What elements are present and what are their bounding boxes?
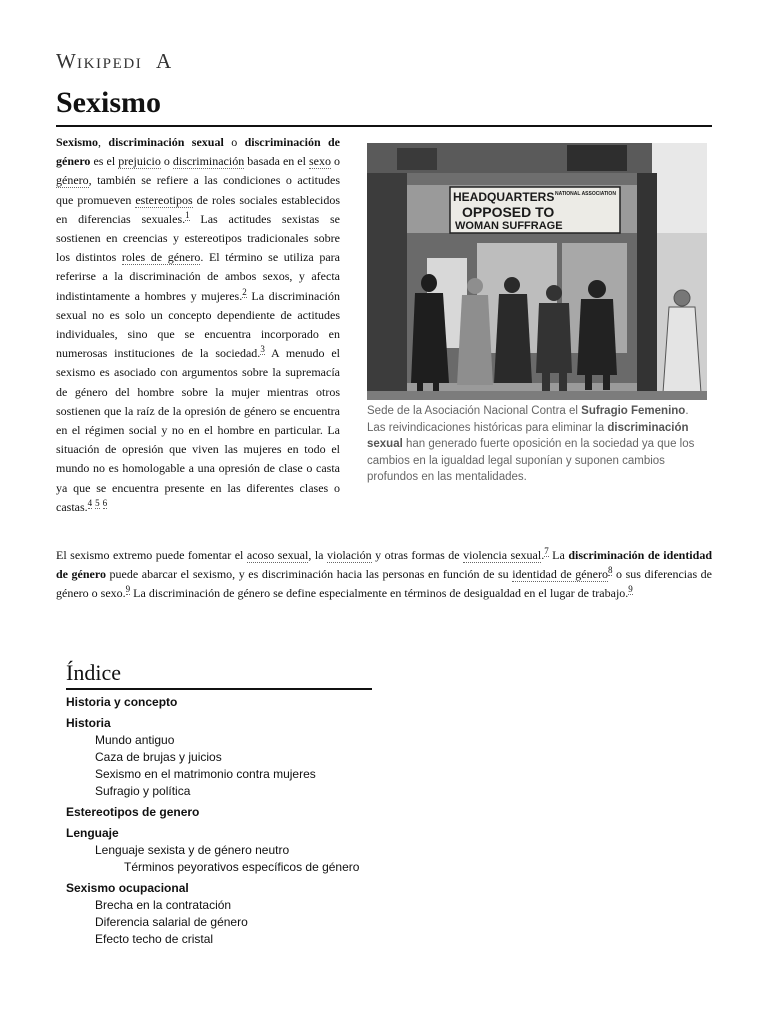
reference-7[interactable]: 7 <box>544 546 549 556</box>
second-paragraph <box>56 546 712 604</box>
text: . El término se utiliza para referirse a la discriminación de ambos sexos, y afecta indistintamente a hombres y mujeres. <box>56 250 340 303</box>
text: puede abarcar el sexismo, y es discriminación hacia las personas en función de su <box>106 567 513 582</box>
toc-item[interactable]: Lenguaje <box>66 826 119 840</box>
reference-1[interactable]: 1 <box>185 209 190 220</box>
text: Las actitudes sexistas se sostienen en creencias y estereotipos tradicionales sobre los distintos <box>56 211 340 265</box>
text: Sede de la Asociación Nacional Contra el <box>367 405 582 417</box>
toc-subitem[interactable]: Mundo antiguo <box>95 733 175 747</box>
text: y otras formas de <box>371 548 464 562</box>
reference-2[interactable]: 2 <box>242 286 247 297</box>
link-identidad-de-genero[interactable]: identidad de género <box>512 567 608 582</box>
toc-item[interactable]: Sexismo ocupacional <box>66 881 189 895</box>
sign-line-3: WOMAN SUFFRAGE <box>455 220 563 232</box>
wikipedia-wordmark <box>56 49 171 79</box>
title-divider <box>56 125 712 127</box>
text: La <box>548 548 569 562</box>
text: o sus diferencias de género o sexo. <box>56 567 712 601</box>
toc-subitem[interactable]: Sexismo en el matrimonio contra mujeres <box>95 767 316 781</box>
reference-6[interactable]: 6 <box>102 497 108 508</box>
toc-list <box>66 694 372 948</box>
term-discriminacion-genero: discriminación de género <box>56 135 341 169</box>
toc-item[interactable]: Estereotipos de genero <box>66 805 200 819</box>
text: , <box>98 135 109 149</box>
lead-figure <box>367 143 707 486</box>
text: o <box>223 135 245 149</box>
toc-item[interactable]: Historia <box>66 716 111 730</box>
sign-small-text: NATIONAL ASSOCIATION <box>555 191 616 197</box>
table-of-contents <box>66 660 372 948</box>
toc-subitem[interactable]: Sufragio y política <box>95 784 191 798</box>
toc-subitem[interactable]: Brecha en la contratación <box>95 898 232 912</box>
text: basada en el <box>244 154 309 169</box>
toc-subitem[interactable]: Lenguaje sexista y de género neutro <box>95 843 290 857</box>
text: , también se refiere a las condiciones o actitudes que promueven <box>56 173 340 207</box>
link-acoso-sexual[interactable]: acoso sexual <box>246 548 309 562</box>
text: de roles sociales establecidos en diferencias sexuales. <box>56 192 340 226</box>
text: han generado fuerte oposición en la sociedad ya que los cambios en la igualdad legal suponían y suponen cambios profundos en las mentalidades. <box>367 438 695 483</box>
toc-subitem[interactable]: Efecto techo de cristal <box>95 932 214 946</box>
text: El sexismo extremo puede fomentar el <box>56 548 247 562</box>
text: es el <box>90 154 119 169</box>
term-sexismo: Sexismo <box>56 135 98 149</box>
page-title: Sexismo <box>56 86 161 119</box>
sign-line-2: OPPOSED TO <box>462 204 555 220</box>
toc-title: Índice <box>66 660 372 690</box>
text: . Las reivindicaciones históricas para eliminar la <box>367 405 689 434</box>
term-discriminacion-identidad-genero: discriminación de identidad de género <box>56 548 712 582</box>
text: , la <box>308 548 327 562</box>
toc-subitem[interactable]: Diferencia salarial de género <box>95 915 248 929</box>
wikipedia-logo-icon <box>56 49 171 73</box>
text: o <box>330 154 341 169</box>
link-violencia-sexual[interactable]: violencia sexual <box>463 548 542 562</box>
term-discriminacion-sexual: discriminación sexual <box>108 135 224 149</box>
caption-link-sufragio-femenino[interactable]: Sufragio Femenino <box>581 405 686 417</box>
text: . <box>541 548 545 562</box>
link-prejuicio[interactable]: prejuicio <box>118 154 161 169</box>
text: A menudo el sexismo es asociado con argumentos sobre la supremacía de género del hombre sobre la mujer mientras otros sostienen que la raíz de la opresión de género se encuentra en el régimen social y no en el hombre en particular. La situación de opresión que viven las mujeres en todo el mundo no es homologable a una opresión de clase o casta ya que se encuentra presente en las diferentes clases o castas. <box>56 346 340 514</box>
toc-subitem[interactable]: Caza de brujas y juicios <box>95 750 222 764</box>
figure-caption <box>367 403 707 486</box>
reference-3[interactable]: 3 <box>260 344 265 355</box>
reference-4[interactable]: 4 <box>87 497 93 508</box>
toc-item[interactable]: Historia y concepto <box>66 695 178 709</box>
link-discriminacion[interactable]: discriminación <box>172 154 245 169</box>
svg-text:A: A <box>156 49 173 73</box>
lead-paragraph <box>56 133 340 517</box>
text: La discriminación de género se define especialmente en términos de desigualdad en el lugar de trabajo. <box>130 586 629 601</box>
reference-5[interactable]: 5 <box>95 497 100 508</box>
reference-9[interactable]: 9 <box>628 584 633 595</box>
link-roles-de-genero[interactable]: roles de género <box>121 250 201 265</box>
toc-subsubitem[interactable]: Términos peyorativos específicos de género <box>124 860 360 874</box>
svg-text:W: W <box>56 49 77 73</box>
link-genero[interactable]: género <box>56 173 89 188</box>
reference-9[interactable]: 9 <box>125 584 131 595</box>
sign-line-1: HEADQUARTERS <box>453 190 555 204</box>
caption-link-discriminacion-sexual[interactable]: discriminación sexual <box>367 421 689 450</box>
link-sexo[interactable]: sexo <box>308 154 331 169</box>
text: La discriminación sexual no es solo un concepto dependiente de actitudes individuales, sino que se encuentra incorporado en numerosas instituciones de la sociedad. <box>56 288 340 361</box>
svg-text:IKIPEDI: IKIPEDI <box>77 56 143 72</box>
reference-8[interactable]: 8 <box>607 565 613 576</box>
suffrage-headquarters-photo[interactable] <box>367 143 707 400</box>
link-violacion[interactable]: violación <box>326 548 372 562</box>
text: o <box>160 154 173 169</box>
link-estereotipos[interactable]: estereotipos <box>135 192 193 207</box>
